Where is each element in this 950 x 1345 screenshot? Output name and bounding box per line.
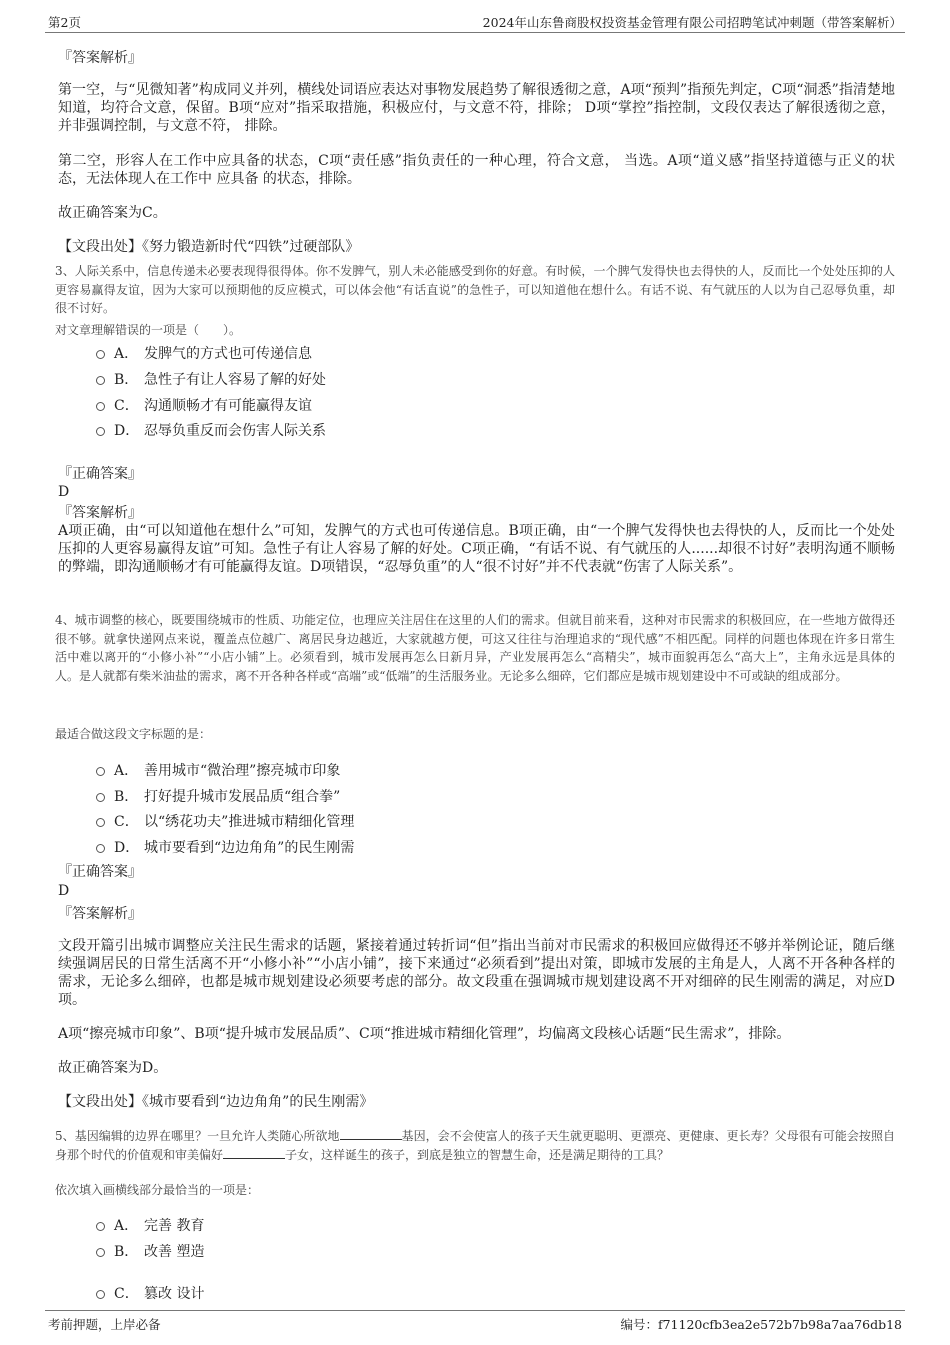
q4-option-a[interactable]: A． 善用城市“微治理”擦亮城市印象 [96, 762, 340, 780]
radio-icon[interactable] [96, 402, 105, 411]
q3-option-c[interactable]: C． 沟通顺畅才有可能赢得友谊 [96, 397, 312, 415]
fill-blank-1[interactable] [340, 1127, 402, 1140]
document-code: 编号：f71120cfb3ea2e572b7b98a7aa76db18 [620, 1317, 902, 1332]
q2-analysis-label: 『答案解析』 [58, 50, 142, 66]
fill-blank-2[interactable] [223, 1146, 285, 1159]
q4-answer: D [58, 883, 70, 899]
q4-conclusion: 故正确答案为D。 [58, 1060, 168, 1076]
q5-ask: 依次填入画横线部分最恰当的一项是： [55, 1183, 260, 1197]
q4-option-c[interactable]: C． 以“绣花功夫”推进城市精细化管理 [96, 813, 354, 831]
q4-source: 【文段出处】《城市要看到“边边角角”的民生刚需》 [58, 1094, 374, 1110]
page-header [45, 11, 905, 33]
q4-stem: 4、城市调整的核心，既要围绕城市的性质、功能定位，也理应关注居住在这里的人们的需求。但就目前来看，这种对市民需求的积极回应，在一些地方做得还很不够。就拿快递网点来说，覆盖点位越广、离居民身边越近，大家就越方便，可这又往往与治理追求的“现代感”不相匹配。同样的问题也体现在许多日常生活中难以离开的“小修小补”“小店小铺”上。必须看到，城市发展再怎么日新月异，产业发展再怎么“高精尖”，城市面貌再怎么“高大上”，主角永远是具体的人。是人就都有柴米油盐的需求，离不开各种各样或“高端”或“低端”的生活服务业。无论多么细碎，它们都应是城市规划建设中不可或缺的组成部分。 [55, 613, 895, 683]
q2-source: 【文段出处】《努力锻造新时代“四铁”过硬部队》 [58, 239, 360, 255]
radio-icon[interactable] [96, 427, 105, 436]
radio-icon[interactable] [96, 350, 105, 359]
q4-answer-label: 『正确答案』 [58, 864, 142, 880]
q2-analysis-para2: 第二空，形容人在工作中应具备的状态，C项“责任感”指负责任的一种心理，符合文意， 当选。A项“道义感”指坚持道德与正义的状态，无法体现人在工作中 应具备 的状态，排除。 [58, 153, 895, 187]
radio-icon[interactable] [96, 1248, 105, 1257]
q4-option-b[interactable]: B． 打好提升城市发展品质“组合拳” [96, 788, 340, 806]
q4-ask: 最适合做这段文字标题的是： [55, 727, 212, 741]
q3-answer-label: 『正确答案』 [58, 466, 142, 482]
q4-analysis-label: 『答案解析』 [58, 906, 142, 922]
q3-analysis: A项正确，由“可以知道他在想什么”可知，发脾气的方式也可传递信息。B项正确，由“一个脾气发得快也去得快的人，反而比一个处处压抑的人更容易赢得友谊”可知。急性子有让人容易了解的好处。C项正确，“有话不说、有气就压的人......却很不讨好”表明沟通不顺畅的弊端，即沟通顺畅才有可能赢得友谊。D项错误，“忍辱负重”的人“很不讨好”并不代表就“伤害了人际关系”。 [58, 523, 895, 575]
q3-ask: 对文章理解错误的一项是（ ）。 [55, 323, 242, 337]
footer-slogan: 考前押题，上岸必备 [48, 1317, 161, 1332]
q2-conclusion: 故正确答案为C。 [58, 205, 167, 221]
radio-icon[interactable] [96, 1290, 105, 1299]
radio-icon[interactable] [96, 844, 105, 853]
radio-icon[interactable] [96, 818, 105, 827]
page-footer [45, 1310, 905, 1334]
radio-icon[interactable] [96, 793, 105, 802]
q4-analysis-para1: 文段开篇引出城市调整应关注民生需求的话题，紧接着通过转折词“但”指出当前对市民需求的积极回应做得还不够并举例论证，随后继续强调居民的日常生活离不开“小修小补”“小店小铺”，接下来通过“必须看到”提出对策，即城市发展的主角是人，人离不开各种各样的需求，无论多么细碎，也都是城市规划建设必须要考虑的部分。故文段重在强调城市规划建设离不开对细碎的民生刚需的满足，对应D项。 [58, 938, 895, 1008]
q5-stem: 5、基因编辑的边界在哪里？一旦允许人类随心所欲地 基因，会不会使富人的孩子天生就更聪明、更漂亮、更健康、更长寿？父母很有可能会按照自身那个时代的价值观和审美偏好 子女，这样诞生的孩子，到底是独立的智慧生命，还是满足期待的工具？ [55, 1129, 895, 1162]
q5-option-b[interactable]: B． 改善 塑造 [96, 1243, 204, 1261]
document-title: 2024年山东鲁商股权投资基金管理有限公司招聘笔试冲刺题（带答案解析） [482, 15, 902, 30]
page-number: 第2页 [48, 15, 81, 30]
q5-option-a[interactable]: A． 完善 教育 [96, 1217, 204, 1235]
q3-analysis-label: 『答案解析』 [58, 505, 142, 521]
q3-option-d[interactable]: D． 忍辱负重反而会伤害人际关系 [96, 422, 326, 440]
q3-answer: D [58, 484, 70, 500]
radio-icon[interactable] [96, 376, 105, 385]
radio-icon[interactable] [96, 1222, 105, 1231]
q4-analysis-para2: A项“擦亮城市印象”、B项“提升城市发展品质”、C项“推进城市精细化管理”，均偏离文段核心话题“民生需求”，排除。 [58, 1026, 791, 1042]
q3-option-a[interactable]: A． 发脾气的方式也可传递信息 [96, 345, 312, 363]
q4-option-d[interactable]: D． 城市要看到“边边角角”的民生刚需 [96, 839, 354, 857]
q3-option-b[interactable]: B． 急性子有让人容易了解的好处 [96, 371, 326, 389]
q2-analysis-para1: 第一空，与“见微知著”构成同义并列，横线处词语应表达对事物发展趋势了解很透彻之意，A项“预判”指预先判定，C项“洞悉”指清楚地知道，均符合文意，保留。B项“应对”指采取措施，积极应付，与文意不符，排除； D项“掌控”指控制，文段仅表达了解很透彻之意，并非强调控制，与文意不符， 排除。 [58, 82, 895, 134]
q5-option-c[interactable]: C． 篡改 设计 [96, 1285, 204, 1303]
radio-icon[interactable] [96, 767, 105, 776]
q3-stem: 3、人际关系中，信息传递未必要表现得很得体。你不发脾气，别人未必能感受到你的好意。有时候，一个脾气发得快也去得快的人，反而比一个处处压抑的人更容易赢得友谊，因为大家可以预期他的反应模式，可以体会他“有话直说”的急性子，可以知道他在想什么。有话不说、有气就压的人以为自己忍辱负重，却很不讨好。 [55, 264, 895, 315]
